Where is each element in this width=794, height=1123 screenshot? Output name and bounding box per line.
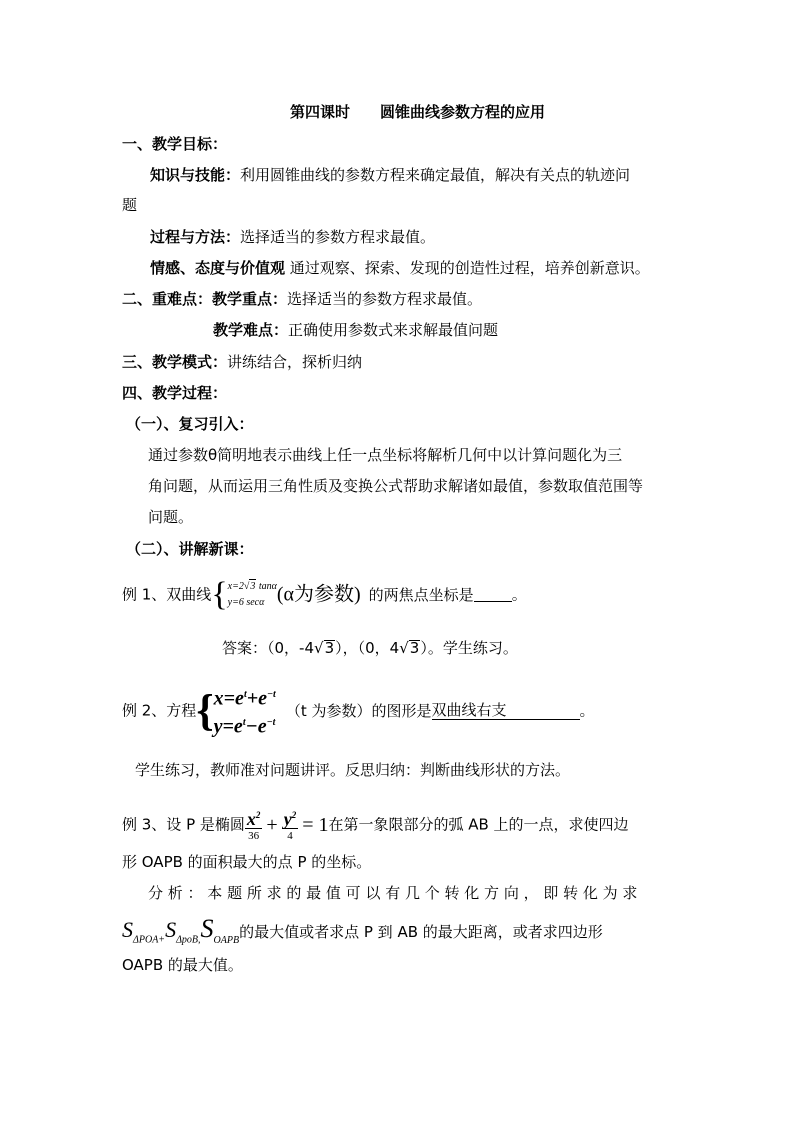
equals-one: = 1	[302, 813, 329, 836]
section-heading-goals: 一、教学目标：	[122, 135, 228, 153]
analysis-line2	[122, 914, 603, 947]
part1-line2: 角问题，从而运用三角性质及变换公式帮助求解诸如最值，参数取值范围等	[148, 477, 644, 495]
area-symbol: $S_{\Delta poB,}$	[165, 917, 201, 946]
part1-heading: （一）、复习引入：	[126, 415, 254, 433]
part2-heading: （二）、讲解新课：	[126, 540, 254, 558]
example1-suffix: 的两焦点坐标是	[368, 585, 474, 604]
example1-prefix: 例 1、双曲线	[122, 585, 212, 604]
plus-sign: +	[266, 813, 278, 836]
goal-knowledge-cont: 题	[122, 196, 138, 214]
difficult-point-text: 正确使用参数式来求解最值问题	[288, 321, 499, 339]
example1-end: 。	[511, 585, 527, 604]
analysis-line1: 分 析 ： 本 题 所 求 的 最 值 可 以 有 几 个 转 化 方 向 ， 即 转 化 为 求	[148, 884, 638, 902]
example1-system	[228, 579, 277, 611]
example2-row1: $x=e^t+e^{-t}$	[213, 687, 276, 710]
key-points	[122, 289, 482, 309]
example2-comment: 学生练习，教师准对问题讲评。反思归纳：判断曲线形状的方法。	[135, 761, 571, 779]
example2-system	[214, 683, 276, 738]
section-heading-keypoints: 二、重难点：	[122, 290, 213, 308]
fraction-x: $\frac{x^2}{36}$	[246, 809, 261, 842]
example2-param: （t 为参数）的图形是	[285, 701, 432, 720]
example2-answer: 双曲线右支	[432, 701, 580, 720]
difficult-points	[213, 320, 498, 340]
difficult-point-label: 教学难点：	[213, 321, 289, 339]
goal-attitude	[150, 258, 650, 278]
left-brace-icon: {	[196, 685, 214, 735]
example3-prefix: 例 3、设 P 是椭圆	[122, 815, 245, 834]
page-title: 第四课时 圆锥曲线参数方程的应用	[290, 103, 546, 121]
fraction-y: $\frac{y^2}{4}$	[283, 809, 297, 842]
part1-line3: 问题。	[148, 508, 194, 526]
example1	[122, 574, 527, 614]
example2	[122, 680, 595, 740]
sqrt-icon: √	[399, 639, 409, 657]
sqrt-icon: √	[314, 639, 324, 657]
goal-attitude-text: 通过观察、探索、发现的创造性过程，培养创新意识。	[285, 259, 650, 277]
example2-end: 。	[579, 701, 595, 720]
section-heading-mode: 三、教学模式：	[122, 353, 228, 371]
goal-process-text: 选择适当的参数方程求最值。	[240, 228, 436, 246]
goal-process	[150, 227, 435, 247]
example2-row2: $y=e^t-e^{-t}$	[213, 715, 276, 738]
example1-eq1: x=2√3 tanα	[227, 580, 277, 592]
key-point-label: 教学重点：	[212, 290, 288, 308]
example3	[122, 798, 629, 850]
key-point-text: 选择适当的参数方程求最值。	[287, 290, 483, 308]
example3-text2: 形 OAPB 的面积最大的点 P 的坐标。	[122, 853, 372, 871]
example1-eq2: y=6 secα	[227, 596, 265, 608]
sqrt-icon: √	[243, 580, 250, 592]
goal-process-label: 过程与方法：	[150, 228, 241, 246]
goal-knowledge-text: 利用圆锥曲线的参数方程来确定最值，解决有关点的轨迹问	[240, 166, 631, 184]
section-heading-process: 四、教学过程：	[122, 384, 228, 402]
teaching-mode-text: 讲练结合，探析归纳	[227, 353, 363, 371]
area-symbol: $S_{\Delta POA+}$	[122, 917, 166, 946]
example1-answer-blank	[474, 587, 512, 602]
teaching-mode	[122, 352, 362, 372]
area-symbol: $S_{OAPB}$	[200, 914, 240, 947]
goal-knowledge	[150, 165, 630, 185]
example3-text: 在第一象限部分的弧 AB 上的一点，求使四边	[328, 815, 629, 834]
part1-line1: 通过参数θ简明地表示曲线上任一点坐标将解析几何中以计算问题化为三	[148, 446, 623, 464]
example1-param: (α为参数)	[276, 583, 361, 606]
goal-attitude-label: 情感、态度与价值观	[150, 259, 286, 277]
example1-answer: 答案：（0，-4√3），（0，4√3）。学生练习。	[222, 639, 518, 657]
analysis-text: 的最大值或者求点 P 到 AB 的最大距离，或者求四边形	[239, 923, 603, 941]
goal-knowledge-label: 知识与技能：	[150, 166, 241, 184]
left-brace-icon: {	[211, 575, 228, 613]
analysis-line3: OAPB 的最大值。	[122, 956, 243, 974]
example2-prefix: 例 2、方程	[122, 701, 197, 720]
